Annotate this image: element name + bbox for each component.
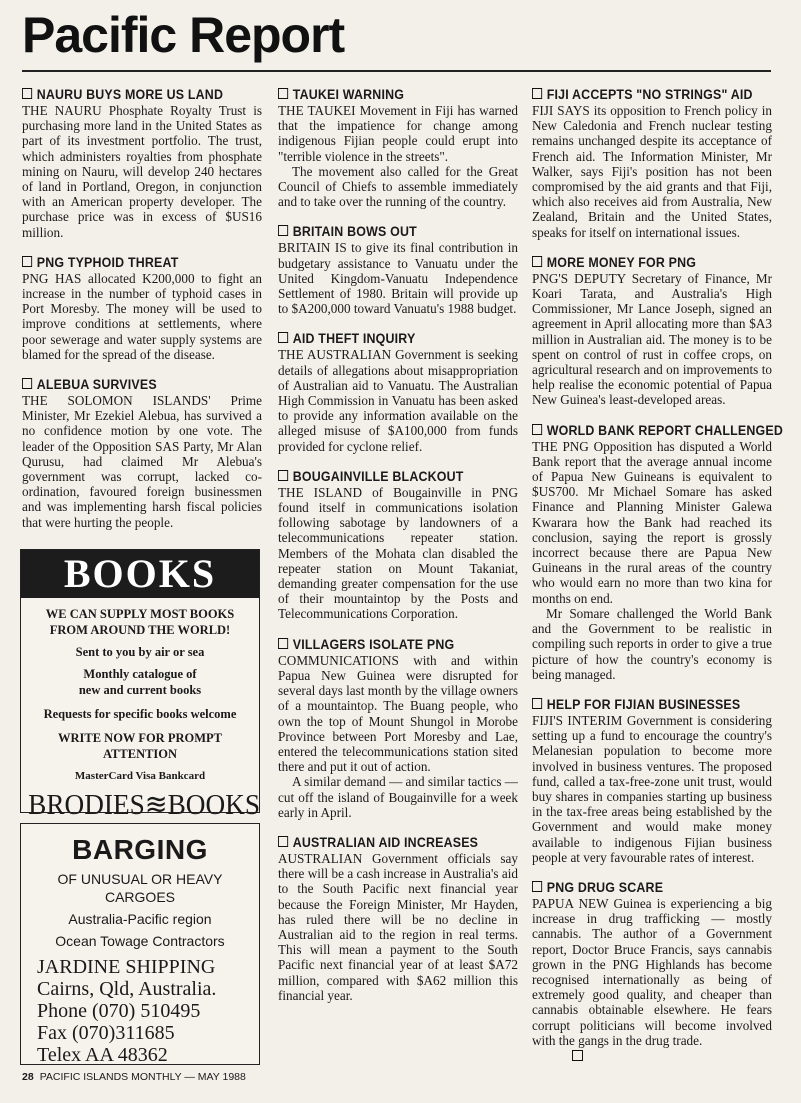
- barging-line: CARGOES: [104, 889, 175, 905]
- news-body: COMMUNICATIONS with and within Papua New Guinea were disrupted for several days last month by the village owners of a mountaintop. The Buang people, who own the top of Mount Shungol in Morobe Province between Port Moresby and Lae, entered the telecommunications station sited there and put it out of action.: [278, 652, 518, 775]
- news-item: [278, 468, 518, 622]
- checkbox-bullet-icon: [278, 88, 288, 99]
- books-line: Requests for specific books welcome: [43, 707, 237, 721]
- news-headline: [532, 254, 753, 271]
- news-item: [532, 254, 772, 408]
- news-body: PNG'S DEPUTY Secretary of Finance, Mr Koari Tarata, and Australia's High Commissioner, Mr Lance Joseph, signed an agreement in April allocating more than $A3 million in Australian aid. The money is to be spent on control of rust in coffee crops, on agricultural research and on improvements to help realise the economic potential of Papua New Guinea's least-developed areas.: [532, 270, 772, 408]
- headline-text: AID THEFT INQUIRY: [292, 331, 416, 347]
- news-body: BRITAIN IS to give its final contribution in budgetary assistance to Vanuatu under the United Kingdom-Vanuatu Independence Settlement of 1980. Britain will provide up to $A200,000 toward Vanuatu's 1988 budget.: [278, 240, 518, 317]
- headline-text: PNG TYPHOID THREAT: [36, 254, 179, 270]
- jardine-phone: Phone (070) 510495: [37, 1000, 201, 1022]
- news-headline: [532, 422, 784, 439]
- news-item: [22, 254, 262, 362]
- checkbox-bullet-icon: [22, 256, 32, 267]
- news-headline: [22, 254, 243, 271]
- news-body: The movement also called for the Great Council of Chiefs to assemble immediately and to take over the running of the country.: [278, 163, 518, 210]
- news-item: [532, 696, 772, 865]
- checkbox-bullet-icon: [532, 256, 542, 267]
- barging-line: Ocean Towage Contractors: [55, 933, 225, 949]
- headline-text: BRITAIN BOWS OUT: [292, 224, 417, 240]
- news-body: PNG HAS allocated K200,000 to fight an increase in the number of typhoid cases in Port Moresby. The money will be used to improve conditions at settlements, where poor sewerage and water supply systems are blamed for the spread of the disease.: [22, 270, 262, 362]
- headline-text: WORLD BANK REPORT CHALLENGED: [546, 422, 784, 438]
- news-body: A similar demand — and similar tactics — cut off the island of Bougainville for a week early in April.: [278, 774, 518, 820]
- books-line: Sent to you by air or sea: [75, 645, 205, 659]
- news-item: [278, 223, 518, 316]
- headline-text: HELP FOR FIJIAN BUSINESSES: [546, 696, 741, 712]
- checkbox-bullet-icon: [532, 698, 542, 709]
- headline-text: NAURU BUYS MORE US LAND: [36, 87, 224, 102]
- footer-text: PACIFIC ISLANDS MONTHLY — MAY 1988: [39, 1071, 246, 1083]
- checkbox-bullet-icon: [278, 225, 288, 236]
- headline-text: TAUKEI WARNING: [292, 87, 405, 102]
- news-headline: [278, 86, 499, 103]
- books-line: new and current books: [78, 683, 202, 697]
- headline-text: AUSTRALIAN AID INCREASES: [292, 834, 479, 850]
- news-headline: [22, 86, 243, 103]
- jardine-name: JARDINE SHIPPING: [37, 956, 216, 978]
- news-item: [278, 636, 518, 820]
- news-item: [278, 86, 518, 209]
- jardine-location: Cairns, Qld, Australia.: [37, 978, 217, 1000]
- books-line: WRITE NOW FOR PROMPT ATTENTION: [57, 731, 222, 761]
- books-line: WE CAN SUPPLY MOST BOOKS: [45, 607, 235, 621]
- news-headline: [532, 879, 753, 896]
- checkbox-bullet-icon: [22, 378, 32, 389]
- brodies-books-logo: BRODIES≋BOOKS: [28, 789, 261, 821]
- end-mark-icon: [572, 1050, 583, 1061]
- barging-title: BARGING: [72, 834, 208, 865]
- headline-text: VILLAGERS ISOLATE PNG: [292, 636, 455, 652]
- jardine-telex: Telex AA 48362: [37, 1044, 168, 1066]
- news-body: THE SOLOMON ISLANDS' Prime Minister, Mr Ezekiel Alebua, has survived a no confidence motion by one vote. The leader of the Opposition SAS Party, Mr Alan Qurusu, had claimed Mr Alebua's government was corrupt, lacked co-ordination, favoured foreign businessmen and was implementing harsh fiscal policies that were hurting the people.: [22, 393, 262, 530]
- news-item: [278, 330, 518, 453]
- card-list: MasterCard Visa Bankcard: [74, 770, 206, 782]
- checkbox-bullet-icon: [278, 332, 288, 343]
- headline-text: FIJI ACCEPTS "NO STRINGS" AID: [546, 87, 753, 102]
- news-body: Mr Somare challenged the World Bank and the Government to be realistic in compiling such reports in order to give a true picture of how the country's economy is being managed.: [532, 605, 772, 682]
- page-number: 28: [22, 1071, 34, 1083]
- column-1: [22, 86, 262, 544]
- news-item: [278, 834, 518, 1003]
- news-headline: [278, 330, 499, 347]
- checkbox-bullet-icon: [532, 424, 542, 435]
- page-footer: [22, 1071, 246, 1083]
- headline-text: ALEBUA SURVIVES: [36, 377, 157, 393]
- column-2: [278, 86, 518, 1017]
- jardine-fax: Fax (070)311685: [37, 1022, 175, 1044]
- masthead-title: Pacific Report: [22, 7, 345, 63]
- headline-text: BOUGAINVILLE BLACKOUT: [292, 468, 464, 484]
- news-item: [22, 86, 262, 240]
- news-headline: [532, 86, 753, 103]
- books-line: Monthly catalogue of: [83, 667, 197, 681]
- column-3: [532, 86, 784, 1080]
- barging-line: OF UNUSUAL OR HEAVY: [57, 871, 223, 887]
- headline-text: MORE MONEY FOR PNG: [546, 254, 697, 270]
- checkbox-bullet-icon: [22, 88, 32, 99]
- checkbox-bullet-icon: [532, 881, 542, 892]
- checkbox-bullet-icon: [278, 470, 288, 481]
- news-body: AUSTRALIAN Government officials say there will be a cash increase in Australia's aid to the South Pacific next financial year because the Foreign Minister, Mr Hayden, has ruled there will be no decline in Australian aid to the region in real terms. This will mean a payment to the South Pacific next financial year of at least $A72 million, compared with $A62 million this financial year.: [278, 850, 518, 1003]
- checkbox-bullet-icon: [278, 836, 288, 847]
- news-headline: [278, 834, 499, 851]
- news-body: THE PNG Opposition has disputed a World Bank report that the average annual income of Papua New Guineans is equivalent to $US700. Mr Michael Somare has asked Finance and Planning Minister Galewa Kwarara how the Bank had reached its conclusion, saying the report is grossly incorrect because there are Papua New Guineans in the rural areas of the country who would earn no more than two kina for months on end.: [532, 438, 772, 606]
- books-advertisement: [20, 549, 261, 821]
- news-body: THE AUSTRALIAN Government is seeking details of allegations about misappropriation of Australian aid to Vanuatu. The Australian High Commission in Vanuatu has been asked to provide any information available on the alleged misuse of $A100,000 from funds provided for cyclone relief.: [278, 347, 518, 454]
- news-headline: [278, 468, 499, 485]
- checkbox-bullet-icon: [532, 88, 542, 99]
- barging-line: Australia-Pacific region: [68, 911, 212, 927]
- news-headline: [22, 376, 243, 393]
- news-item: [532, 422, 784, 682]
- news-body: THE TAUKEI Movement in Fiji has warned that the impatience for change among indigenous Fijian people could erupt into "terrible violence in the streets".: [278, 103, 518, 164]
- news-headline: [278, 636, 499, 653]
- news-body: FIJI SAYS its opposition to French policy in New Caledonia and French nuclear testing remains unchanged despite its acceptance of French aid. The Information Minister, Mr Walker, says Fiji's position has not been compromised by the aid grants and that Fiji, which also receives aid from Australia, New Zealand, Britain and the United States, speaks for itself on international issues.: [532, 103, 772, 240]
- barging-advertisement: [20, 823, 260, 1065]
- news-headline: [278, 223, 499, 240]
- books-line: FROM AROUND THE WORLD!: [49, 623, 231, 637]
- news-body: FIJI'S INTERIM Government is considering setting up a fund to encourage the country's Melanesian population to become more involved in business ventures. The proposed fund, called a tax-free-zone unit trust, would buy shares in companies starting up business in the tax-free areas being established by the Government and would make money available to indigenous Fijian business people at very favourable rates of interest.: [532, 712, 772, 865]
- headline-text: PNG DRUG SCARE: [546, 879, 664, 895]
- news-headline: [532, 696, 753, 713]
- news-body: PAPUA NEW Guinea is experiencing a big increase in drug trafficking — mostly cannabis. The author of a Government report, Doctor Bruce Francis, says cannabis grown in the PNG Highlands has become recognised internationally as being of extremely good quality, and cheaper than cannabis obtainable elsewhere. He fears corrupt politicians will become involved with the gangs in the drug trade.: [532, 895, 772, 1048]
- masthead-rule: [22, 70, 771, 72]
- news-body: THE ISLAND of Bougainville in PNG found itself in communications isolation following sabotage by landowners of a telecommunications repeater station. Members of the Mohata clan disabled the repeater station on Mount Takaniat, demanding greater compensation for the use of their mountaintop by the Posts and Telecommunications Corporation.: [278, 484, 518, 622]
- news-item: [532, 879, 772, 1066]
- news-item: [532, 86, 772, 240]
- news-item: [22, 376, 262, 530]
- news-body: THE NAURU Phosphate Royalty Trust is purchasing more land in the United States as part of its investment portfolio. The trust, which administers royalties from phosphate mining on Nauru, will develop 240 hectares of land in Portland, Oregon, in conjunction with an American property developer. The purchase price was in excess of $US16 million.: [22, 103, 262, 240]
- checkbox-bullet-icon: [278, 638, 288, 649]
- books-banner: BOOKS: [21, 550, 259, 598]
